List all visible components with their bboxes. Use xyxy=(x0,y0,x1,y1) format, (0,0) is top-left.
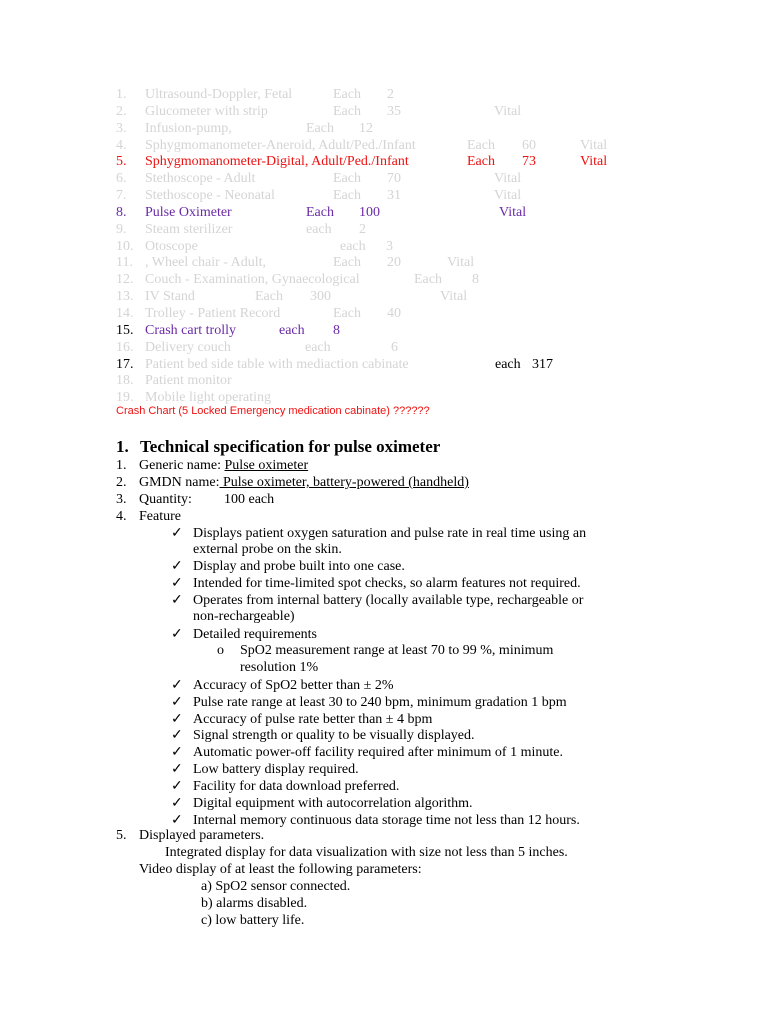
feature-item xyxy=(171,744,563,761)
spec-line xyxy=(116,492,127,508)
item-name: Stethoscope - Neonatal xyxy=(145,188,275,204)
item-name: Patient bed side table with mediaction cabinate xyxy=(145,356,409,372)
item-number: 19. xyxy=(116,390,134,406)
feature-text: Accuracy of SpO2 better than ± 2% xyxy=(193,678,394,693)
feature-item xyxy=(171,592,583,609)
feature-text: Displays patient oxygen saturation and pulse rate in real time using an xyxy=(193,526,587,541)
item-qty: 3 xyxy=(386,238,393,254)
item-unit: each xyxy=(306,221,332,237)
item-number: 9. xyxy=(116,221,127,237)
item-status: Vital xyxy=(494,171,522,187)
item-name: Otoscope xyxy=(145,238,198,254)
feature-item xyxy=(171,778,399,795)
item-number: 17. xyxy=(116,356,134,372)
item-unit: Each xyxy=(255,289,283,305)
item-number: 14. xyxy=(116,305,134,321)
list-item xyxy=(116,323,676,340)
item-qty: 8 xyxy=(472,272,479,288)
feature-text: Automatic power-off facility required after minimum of 1 minute. xyxy=(193,745,563,760)
feature-item xyxy=(171,711,432,728)
item-number: 13. xyxy=(116,289,134,305)
item-unit: Each xyxy=(333,171,361,187)
checkmark-icon: ✓ xyxy=(171,813,183,828)
item-name: Pulse Oximeter xyxy=(145,204,232,220)
spec-line xyxy=(116,458,127,474)
display-parameter-item: a) SpO2 sensor connected. xyxy=(201,879,351,894)
item-number: 3. xyxy=(116,120,127,136)
item-unit: Each xyxy=(467,154,495,170)
item-name: Glucometer with strip xyxy=(145,103,268,119)
item-qty: 300 xyxy=(310,289,331,305)
list-item xyxy=(116,373,676,390)
item-unit: each xyxy=(340,238,366,254)
checkmark-icon: ✓ xyxy=(171,576,183,591)
item-name: Mobile light operating xyxy=(145,390,271,406)
item-name: Sphygmomanometer-Aneroid, Adult/Ped./Infant xyxy=(145,137,416,153)
display-text: Integrated display for data visualization with size not less than 5 inches. xyxy=(165,845,568,860)
gmdn-name-label: GMDN name: xyxy=(139,475,220,490)
checkmark-icon: ✓ xyxy=(171,526,183,541)
generic-name-value: Pulse oximeter xyxy=(224,458,309,473)
item-qty: 40 xyxy=(387,305,401,321)
crash-chart-note: Crash Chart (5 Locked Emergency medication cabinate) ?????? xyxy=(116,405,430,417)
section-heading xyxy=(116,437,440,457)
item-number: 12. xyxy=(116,272,134,288)
line-number: 2. xyxy=(116,475,127,490)
item-number: 10. xyxy=(116,238,134,254)
item-status: Vital xyxy=(580,137,608,153)
item-unit: Each xyxy=(306,204,334,220)
quantity-value: 100 each xyxy=(224,492,275,507)
item-number: 8. xyxy=(116,204,127,220)
item-name: Ultrasound-Doppler, Fetal xyxy=(145,87,293,102)
display-parameter-item: c) low battery life. xyxy=(201,913,305,928)
item-status: Vital xyxy=(580,154,608,170)
item-name: Patient monitor xyxy=(145,373,232,389)
item-qty: 2 xyxy=(387,87,394,102)
feature-item xyxy=(171,525,586,542)
item-name: Sphygmomanometer-Digital, Adult/Ped./Infant xyxy=(145,154,409,170)
item-name: Couch - Examination, Gynaecological xyxy=(145,272,360,288)
item-qty: 31 xyxy=(387,188,401,204)
list-item xyxy=(116,154,676,171)
list-item xyxy=(116,340,676,357)
list-item xyxy=(116,239,676,256)
item-name: Steam sterilizer xyxy=(145,221,233,237)
item-qty: 12 xyxy=(359,120,373,136)
checkmark-icon: ✓ xyxy=(171,728,183,743)
feature-text: Low battery display required. xyxy=(193,762,359,777)
line-number: 5. xyxy=(116,828,127,843)
item-name: Trolley - Patient Record xyxy=(145,305,281,321)
item-name: Crash cart trolly xyxy=(145,322,236,338)
list-item xyxy=(116,205,676,222)
item-unit: Each xyxy=(333,255,361,271)
list-item xyxy=(116,272,676,289)
quantity-label: Quantity: xyxy=(139,492,192,507)
item-status: Vital xyxy=(440,289,468,305)
item-status: Vital xyxy=(494,188,522,204)
item-number: 4. xyxy=(116,137,127,153)
item-status: Vital xyxy=(499,204,527,220)
feature-text-continuation: external probe on the skin. xyxy=(193,542,342,557)
checkmark-icon: ✓ xyxy=(171,593,183,608)
item-qty: 317 xyxy=(532,356,553,372)
item-unit: each xyxy=(495,356,521,372)
list-item xyxy=(116,289,676,306)
checkmark-icon: ✓ xyxy=(171,559,183,574)
feature-text: Intended for time-limited spot checks, so alarm features not required. xyxy=(193,576,581,591)
item-number: 11. xyxy=(116,255,133,271)
item-qty: 73 xyxy=(522,154,536,170)
list-item xyxy=(116,255,676,272)
feature-text-continuation: non-rechargeable) xyxy=(193,609,295,624)
item-number: 16. xyxy=(116,339,134,355)
item-qty: 70 xyxy=(387,171,401,187)
spec-line xyxy=(116,509,127,525)
item-number: 5. xyxy=(116,154,127,170)
item-unit: Each xyxy=(333,188,361,204)
item-qty: 100 xyxy=(359,204,380,220)
item-number: 2. xyxy=(116,103,127,119)
item-number: 7. xyxy=(116,188,127,204)
item-number: 18. xyxy=(116,373,134,389)
feature-text: Accuracy of pulse rate better than ± 4 bpm xyxy=(193,712,433,727)
item-name: Delivery couch xyxy=(145,339,231,355)
item-qty: 6 xyxy=(391,339,398,355)
feature-item xyxy=(171,812,580,829)
checkmark-icon: ✓ xyxy=(171,695,183,710)
list-item xyxy=(116,188,676,205)
display-parameter-item: b) alarms disabled. xyxy=(201,896,308,911)
feature-item xyxy=(171,727,475,744)
equipment-list xyxy=(116,87,676,407)
checkmark-icon: ✓ xyxy=(171,762,183,777)
item-qty: 60 xyxy=(522,137,536,153)
item-qty: 35 xyxy=(387,103,401,119)
item-unit: Each xyxy=(333,87,361,102)
feature-item xyxy=(171,761,359,778)
item-number: 1. xyxy=(116,87,127,102)
item-unit: each xyxy=(305,339,331,355)
item-unit: Each xyxy=(414,272,442,288)
checkmark-icon: ✓ xyxy=(171,796,183,811)
list-item xyxy=(116,104,676,121)
sub-feature-text: SpO2 measurement range at least 70 to 99 %, minimum xyxy=(240,643,554,658)
heading-number: 1. xyxy=(116,437,129,456)
checkmark-icon: ✓ xyxy=(171,745,183,760)
item-name: Infusion-pump, xyxy=(145,120,232,136)
feature-label: Feature xyxy=(139,509,181,524)
item-qty: 2 xyxy=(359,221,366,237)
sub-bullet-icon: o xyxy=(217,643,224,658)
display-text: Video display of at least the following parameters: xyxy=(139,862,422,877)
item-name: , Wheel chair - Adult, xyxy=(145,255,267,271)
item-unit: each xyxy=(279,322,305,338)
item-unit: Each xyxy=(306,120,334,136)
spec-line xyxy=(116,828,127,844)
feature-text: Facility for data download preferred. xyxy=(193,779,400,794)
line-number: 1. xyxy=(116,458,127,473)
item-unit: Each xyxy=(333,103,361,119)
heading-text: Technical specification for pulse oximeter xyxy=(140,437,441,456)
item-qty: 20 xyxy=(387,255,401,271)
line-number: 3. xyxy=(116,492,127,507)
feature-item xyxy=(171,626,317,643)
feature-item xyxy=(171,575,581,592)
sub-feature-text-continuation: resolution 1% xyxy=(240,660,319,675)
list-item xyxy=(116,222,676,239)
item-unit: Each xyxy=(467,137,495,153)
checkmark-icon: ✓ xyxy=(171,712,183,727)
gmdn-name-line xyxy=(139,475,469,491)
item-status: Vital xyxy=(447,255,475,271)
feature-text: Display and probe built into one case. xyxy=(193,559,405,574)
spec-line xyxy=(116,475,127,491)
feature-text: Digital equipment with autocorrelation algorithm. xyxy=(193,796,473,811)
item-qty: 8 xyxy=(333,322,340,338)
list-item xyxy=(116,138,676,155)
item-name: IV Stand xyxy=(145,289,195,305)
item-unit: Each xyxy=(333,305,361,321)
feature-text: Pulse rate range at least 30 to 240 bpm, minimum gradation 1 bpm xyxy=(193,695,567,710)
feature-item xyxy=(171,694,567,711)
feature-item xyxy=(171,558,405,575)
list-item xyxy=(116,171,676,188)
item-number: 15. xyxy=(116,322,134,338)
feature-text: Detailed requirements xyxy=(193,627,318,642)
checkmark-icon: ✓ xyxy=(171,678,183,693)
feature-item xyxy=(171,795,473,812)
list-item xyxy=(116,87,676,104)
feature-text: Operates from internal battery (locally available type, rechargeable or xyxy=(193,593,584,608)
feature-item xyxy=(171,677,394,694)
gmdn-name-value: Pulse oximeter, battery-powered (handheld) xyxy=(219,475,469,490)
item-status: Vital xyxy=(494,103,522,119)
list-item xyxy=(116,121,676,138)
generic-name-label: Generic name: xyxy=(139,458,225,473)
checkmark-icon: ✓ xyxy=(171,627,183,642)
list-item xyxy=(116,306,676,323)
item-name: Stethoscope - Adult xyxy=(145,171,256,187)
generic-name-line xyxy=(139,458,308,474)
feature-text: Internal memory continuous data storage time not less than 12 hours. xyxy=(193,813,580,828)
line-number: 4. xyxy=(116,509,127,524)
checkmark-icon: ✓ xyxy=(171,779,183,794)
list-item xyxy=(116,357,676,374)
feature-text: Signal strength or quality to be visually displayed. xyxy=(193,728,475,743)
item-number: 6. xyxy=(116,171,127,187)
displayed-parameters-label: Displayed parameters. xyxy=(139,828,265,843)
